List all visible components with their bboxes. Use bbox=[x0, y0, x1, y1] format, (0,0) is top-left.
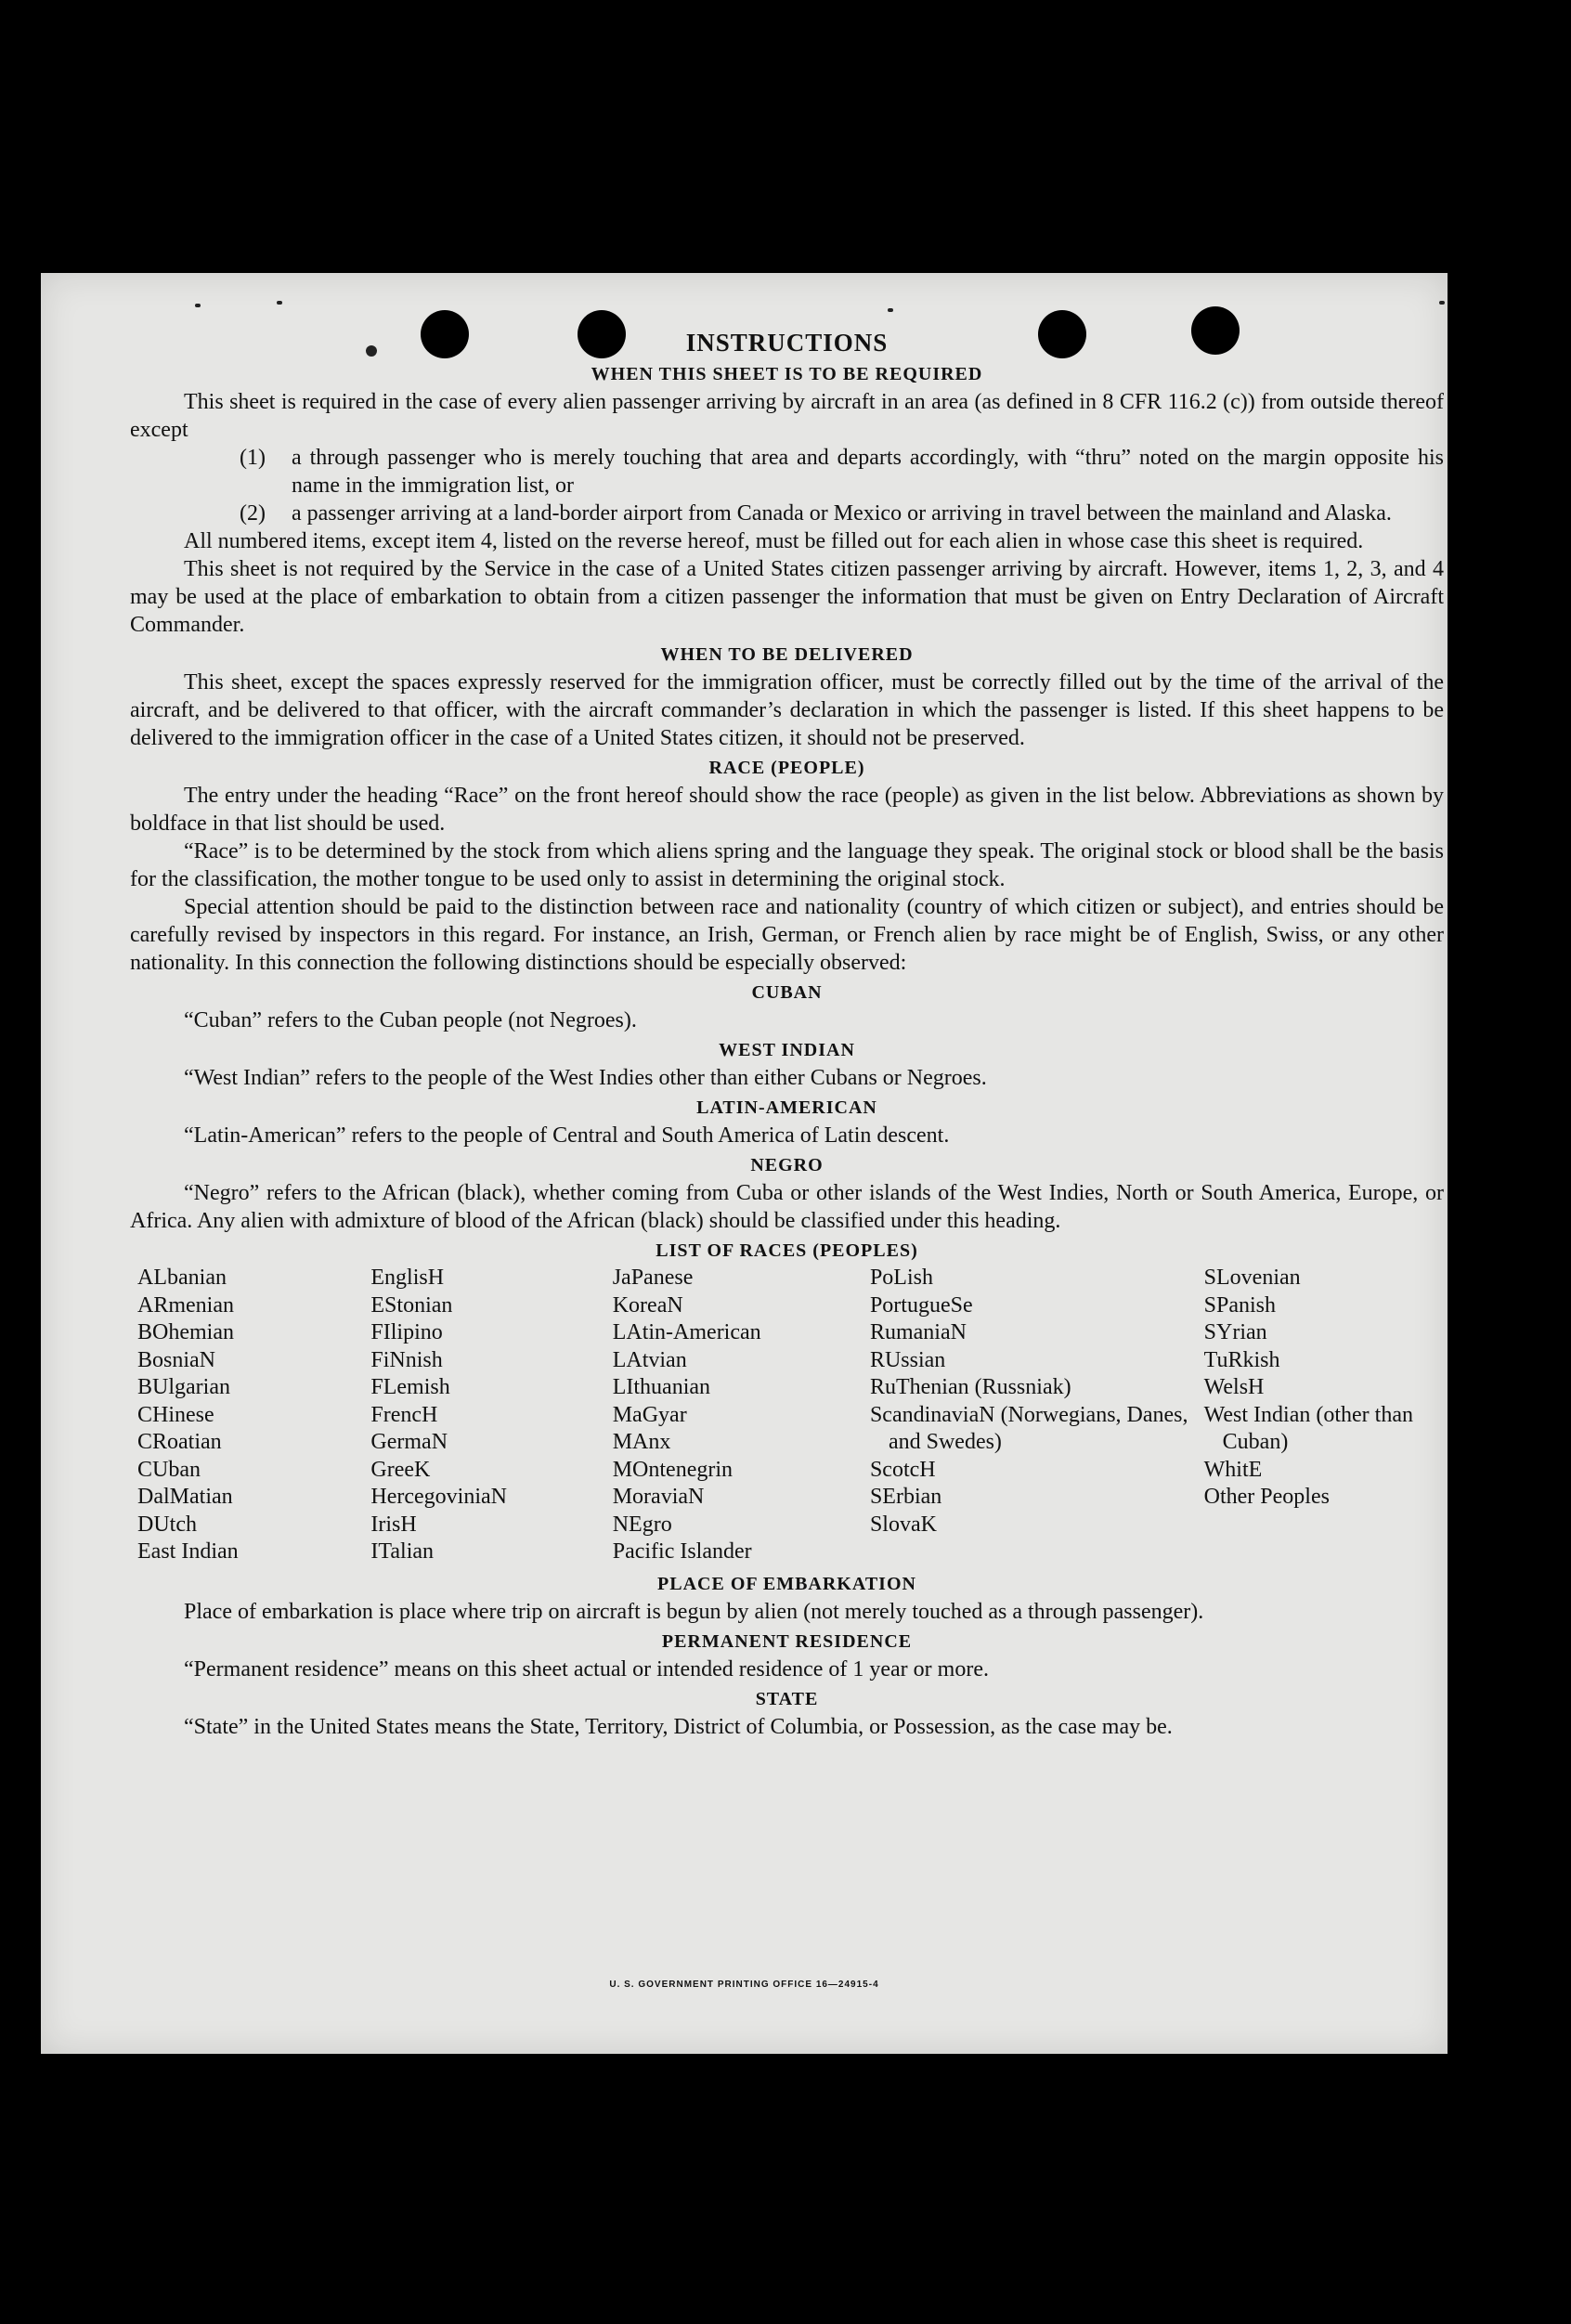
section-heading: WEST INDIAN bbox=[719, 1040, 855, 1060]
document-sheet bbox=[41, 273, 1448, 2054]
races-column bbox=[870, 1265, 1204, 1566]
section-heading: WHEN TO BE DELIVERED bbox=[660, 644, 914, 665]
speck bbox=[195, 304, 201, 307]
race-entry: FLemish bbox=[370, 1375, 450, 1399]
section-heading: LIST OF RACES (PEOPLES) bbox=[656, 1240, 918, 1261]
race-entry: BUlgarian bbox=[137, 1375, 230, 1399]
paragraph: “Permanent residence” means on this sheet actual or intended residence of 1 year or more. bbox=[184, 1656, 989, 1681]
race-entry: SlovaK bbox=[869, 1512, 937, 1537]
race-entry: LAtin-American bbox=[612, 1320, 761, 1344]
race-entry: IrisH bbox=[370, 1512, 417, 1537]
item-number: (1) bbox=[240, 446, 266, 470]
section-heading: LATIN-AMERICAN bbox=[696, 1097, 877, 1118]
speck bbox=[888, 308, 893, 312]
paragraph: “Race” is to be determined by the stock from which aliens spring and the language they speak. The original stock or blood shall be the basis for the classification, the mother tongue to be used only to assist in determining the original stock. bbox=[130, 839, 1444, 891]
section-heading: NEGRO bbox=[750, 1155, 824, 1175]
list-item bbox=[240, 444, 1444, 500]
race-entry: GermaN bbox=[370, 1430, 448, 1454]
paragraph: “West Indian” refers to the people of the West Indies other than either Cubans or Negroes. bbox=[184, 1066, 987, 1090]
item-text: a through passenger who is merely touching that area and departs accordingly, with “thru” noted on the margin opposite his name in the immigration list, or bbox=[292, 446, 1444, 498]
races-column bbox=[137, 1265, 370, 1566]
race-entry: ALbanian bbox=[137, 1266, 227, 1290]
section-heading: PLACE OF EMBARKATION bbox=[657, 1573, 916, 1594]
race-entry: ScandinaviaN (Norwegians, Danes, and Swedes) bbox=[869, 1402, 1188, 1454]
paragraph: “Cuban” refers to the Cuban people (not Negroes). bbox=[184, 1008, 637, 1032]
race-entry: ITalian bbox=[370, 1539, 435, 1564]
race-entry: West Indian (other than Cuban) bbox=[1203, 1402, 1413, 1454]
paragraph: Special attention should be paid to the distinction between race and nationality (country of which citizen or subject), and entries should be carefully revised by inspectors in this regard. For instance, an Irish, German, or French alien by race might be of English, Swiss, or any other nationality. In this connection the following distinctions should be especially observed: bbox=[130, 895, 1444, 975]
race-entry: EStonian bbox=[370, 1292, 453, 1318]
race-entry: PoLish bbox=[869, 1266, 933, 1290]
race-entry: HercegoviniaN bbox=[370, 1485, 507, 1509]
speck bbox=[277, 301, 282, 305]
race-entry: DalMatian bbox=[137, 1485, 233, 1509]
section-heading: PERMANENT RESIDENCE bbox=[661, 1630, 913, 1652]
race-entry: SYrian bbox=[1203, 1320, 1267, 1344]
races-column bbox=[1204, 1265, 1444, 1566]
paragraph: Place of embarkation is place where trip on aircraft is begun by alien (not merely touched as a through passenger). bbox=[184, 1599, 1204, 1624]
race-entry: SPanish bbox=[1203, 1292, 1277, 1318]
paragraph: This sheet is not required by the Service in the case of a United States citizen passenger arriving by aircraft. However, items 1, 2, 3, and 4 may be used at the place of embarkation to obtain from a citizen passenger the information that must be given on Entry Declaration of Aircraft Commander. bbox=[130, 557, 1444, 637]
instructions-body bbox=[130, 327, 1444, 1741]
race-entry: SErbian bbox=[869, 1485, 942, 1509]
races-column bbox=[370, 1265, 612, 1566]
race-entry: ARmenian bbox=[137, 1292, 234, 1318]
paragraph: “Negro” refers to the African (black), whether coming from Cuba or other islands of the West Indies, North or South America, Europe, or Africa. Any alien with admixture of blood of the African (black) should be classified under this heading. bbox=[130, 1181, 1444, 1233]
race-entry: BOhemian bbox=[137, 1320, 234, 1344]
race-entry: TuRkish bbox=[1203, 1347, 1280, 1372]
race-entry: RumaniaN bbox=[869, 1320, 967, 1344]
race-entry: LIthuanian bbox=[612, 1375, 711, 1399]
race-entry: FrencH bbox=[370, 1402, 438, 1427]
item-text: a passenger arriving at a land-border airport from Canada or Mexico or arriving in travel between the mainland and Alaska. bbox=[292, 501, 1392, 526]
race-entry: MaGyar bbox=[612, 1402, 687, 1427]
race-entry: GreeK bbox=[370, 1457, 431, 1482]
race-entry: CRoatian bbox=[137, 1430, 222, 1454]
race-entry: BosniaN bbox=[137, 1347, 215, 1372]
page-title: INSTRUCTIONS bbox=[685, 329, 889, 357]
races-column bbox=[613, 1265, 870, 1566]
race-entry: CHinese bbox=[137, 1402, 214, 1427]
race-entry: MOntenegrin bbox=[612, 1457, 734, 1482]
race-entry: MoraviaN bbox=[612, 1485, 705, 1509]
race-entry: WelsH bbox=[1203, 1375, 1265, 1399]
race-entry: CUban bbox=[137, 1457, 201, 1482]
race-entry: SLovenian bbox=[1203, 1266, 1301, 1290]
race-entry: NEgro bbox=[612, 1512, 672, 1537]
race-entry: Pacific Islander bbox=[612, 1539, 752, 1564]
race-entry: RuThenian (Russniak) bbox=[869, 1375, 1071, 1399]
item-number: (2) bbox=[240, 501, 266, 526]
race-entry: FIlipino bbox=[370, 1320, 443, 1344]
race-entry: RUssian bbox=[869, 1347, 946, 1372]
list-item bbox=[240, 500, 1444, 527]
section-heading: RACE (PEOPLE) bbox=[708, 758, 865, 778]
printer-line: U. S. GOVERNMENT PRINTING OFFICE 16—24915-4 bbox=[609, 1980, 879, 1990]
races-list bbox=[137, 1265, 1444, 1566]
race-entry: LAtvian bbox=[612, 1347, 687, 1372]
paragraph: This sheet, except the spaces expressly reserved for the immigration officer, must be correctly filled out by the time of the arrival of the aircraft, and be delivered to that officer, with the aircraft commander’s declaration in which the passenger is listed. If this sheet happens to be delivered to the immigration officer in the case of a United States citizen, it should not be preserved. bbox=[130, 670, 1444, 750]
paragraph: “State” in the United States means the State, Territory, District of Columbia, or Possession, as the case may be. bbox=[184, 1714, 1173, 1739]
race-entry: ScotcH bbox=[869, 1457, 936, 1482]
paragraph: All numbered items, except item 4, listed on the reverse hereof, must be filled out for each alien in whose case this sheet is required. bbox=[184, 529, 1364, 553]
section-heading: STATE bbox=[755, 1688, 819, 1709]
race-entry: EnglisH bbox=[370, 1266, 445, 1290]
race-entry: MAnx bbox=[612, 1430, 671, 1454]
race-entry: PortugueSe bbox=[869, 1292, 973, 1318]
race-entry: KoreaN bbox=[612, 1292, 683, 1318]
race-entry: FiNnish bbox=[370, 1347, 443, 1372]
race-entry: East Indian bbox=[137, 1539, 239, 1564]
section-heading: WHEN THIS SHEET IS TO BE REQUIRED bbox=[591, 364, 983, 384]
paragraph: This sheet is required in the case of every alien passenger arriving by aircraft in an area (as defined in 8 CFR 116.2 (c)) from outside thereof except bbox=[130, 390, 1444, 442]
paragraph: The entry under the heading “Race” on the front hereof should show the race (people) as given in the list below. Abbreviations as shown by boldface in that list should be used. bbox=[130, 784, 1444, 836]
race-entry: Other Peoples bbox=[1203, 1485, 1330, 1509]
paragraph: “Latin-American” refers to the people of Central and South America of Latin descent. bbox=[184, 1123, 950, 1148]
race-entry: DUtch bbox=[137, 1512, 197, 1537]
section-heading: CUBAN bbox=[751, 982, 823, 1003]
race-entry: JaPanese bbox=[612, 1266, 694, 1290]
speck bbox=[1439, 301, 1445, 305]
race-entry: WhitE bbox=[1203, 1457, 1263, 1482]
